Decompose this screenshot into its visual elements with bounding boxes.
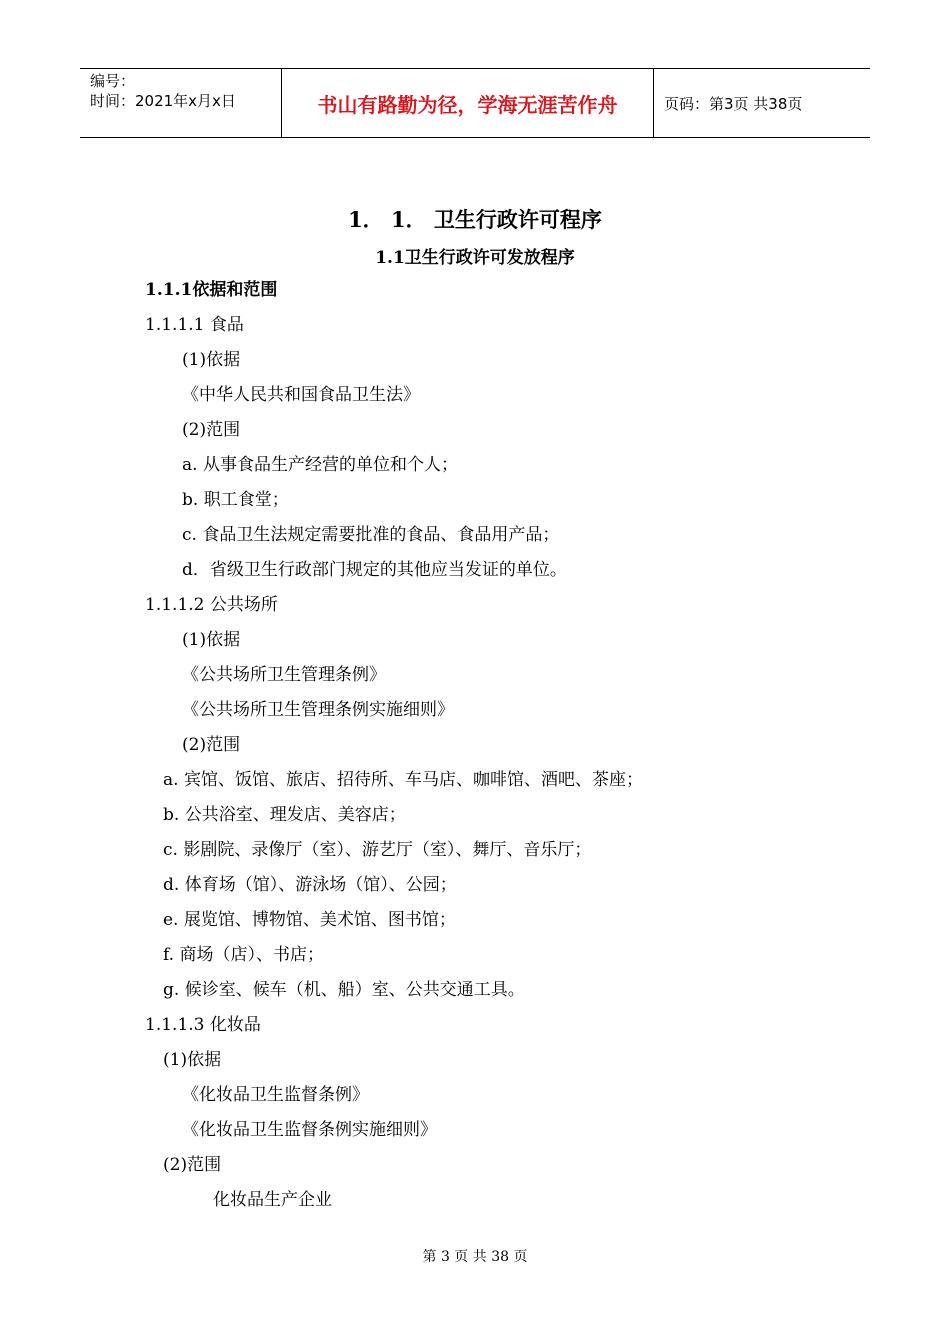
page-footer: 第 3 页 共 38 页: [422, 1249, 528, 1265]
list-item: e. 展览馆、博物馆、美术馆、图书馆；: [163, 910, 456, 930]
list-item: f. 商场（店）、书店；: [163, 945, 324, 965]
section-title: 1． 1． 卫生行政许可程序: [348, 207, 602, 232]
list-item: 《公共场所卫生管理条例》: [182, 665, 386, 685]
list-item: 《化妆品卫生监督条例实施细则》: [182, 1120, 437, 1140]
heading-food: 1.1.1.1 食品: [145, 315, 244, 335]
list-item: (2)范围: [163, 1155, 222, 1175]
subsection-title: 1.1卫生行政许可发放程序: [375, 248, 575, 268]
header-page-info: 页码：第3页 共38页: [664, 94, 803, 113]
list-item: c. 食品卫生法规定需要批准的食品、食品用产品；: [182, 525, 560, 545]
document-number-label: 编号：: [90, 72, 136, 90]
list-item: g. 候诊室、候车（机、船）室、公共交通工具。: [163, 980, 525, 1000]
heading-basis-and-scope: 1.1.1依据和范围: [145, 280, 278, 300]
list-item: b. 职工食堂；: [182, 490, 289, 510]
header-motto: 书山有路勤为径，学海无涯苦作舟: [282, 69, 654, 137]
list-item: 化妆品生产企业: [213, 1190, 332, 1210]
header-meta: [80, 69, 282, 137]
list-item: (2)范围: [182, 735, 241, 755]
list-item: (1)依据: [182, 630, 241, 650]
list-item: (1)依据: [163, 1050, 222, 1070]
list-item: d．省级卫生行政部门规定的其他应当发证的单位。: [182, 560, 567, 580]
list-item: a. 宾馆、饭馆、旅店、招待所、车马店、咖啡馆、酒吧、茶座；: [163, 770, 643, 790]
page-header: [80, 68, 870, 138]
heading-cosmetics: 1.1.1.3 化妆品: [145, 1015, 261, 1035]
list-item: 《中华人民共和国食品卫生法》: [182, 385, 420, 405]
list-item: 《化妆品卫生监督条例》: [182, 1085, 369, 1105]
list-item: a. 从事食品生产经营的单位和个人；: [182, 455, 458, 475]
document-time-label: 时间：2021年x月x日: [90, 92, 236, 110]
list-item: (1)依据: [182, 350, 241, 370]
list-item: 《公共场所卫生管理条例实施细则》: [182, 700, 454, 720]
list-item: d. 体育场（馆）、游泳场（馆）、公园；: [163, 875, 457, 895]
heading-public-places: 1.1.1.2 公共场所: [145, 595, 278, 615]
list-item: c. 影剧院、录像厅（室）、游艺厅（室）、舞厅、音乐厅；: [163, 840, 592, 860]
list-item: (2)范围: [182, 420, 241, 440]
list-item: b. 公共浴室、理发店、美容店；: [163, 805, 406, 825]
